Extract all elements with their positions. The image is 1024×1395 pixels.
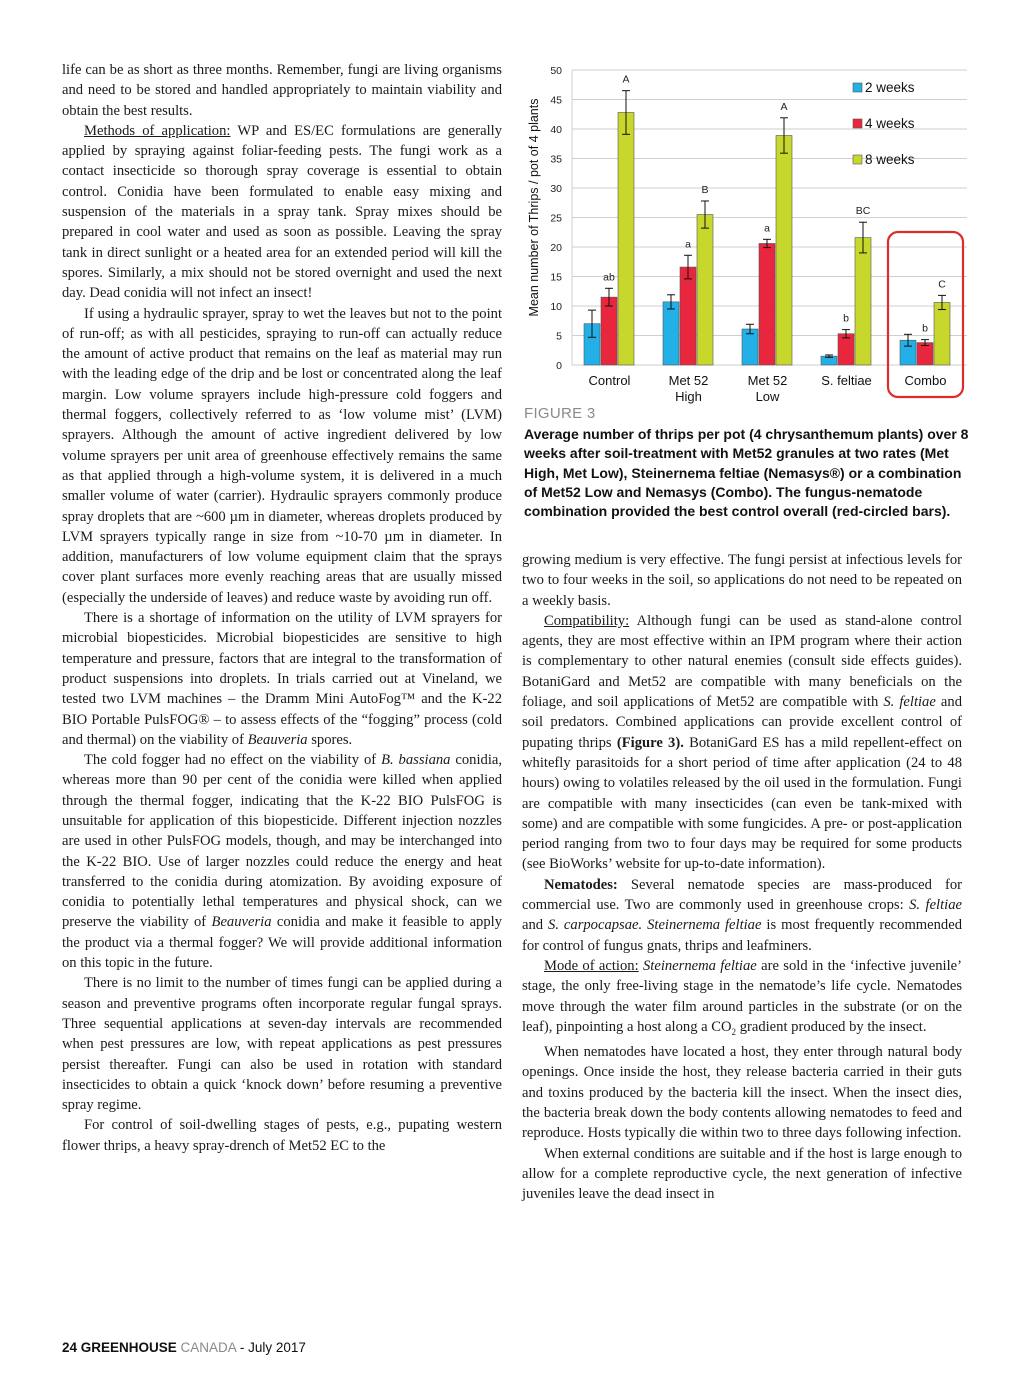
figure-3-chart xyxy=(522,58,972,410)
bar-2-weeks-2 xyxy=(742,329,758,365)
paragraph-text: The cold fogger had no effect on the viability of xyxy=(84,752,382,769)
paragraph: For control of soil-dwelling stages of pests, e.g., pupating western flower thrips, a heavy spray-drench of Met52 EC to the xyxy=(62,1117,502,1154)
bar-chart xyxy=(522,58,972,410)
paragraph xyxy=(522,611,962,875)
significance-letter: A xyxy=(780,100,788,113)
paragraph-text: There is a shortage of information on the utility of LVM sprayers for microbial biopesticides. Microbial biopesticides are sensitive to high temperature and pressure, factors that are integral to the transformation of product suspensions into droplets. In trials carried out at Vineland, we tested two LVM machines – the Dramm Mini AutoFog™ and the K-22 BIO Portable PulsFOG® – to assess effects of the “fogging” process (cold and thermal) on the viability of xyxy=(62,610,502,748)
x-tick-label: Met 52 xyxy=(747,373,788,388)
y-tick-label: 20 xyxy=(550,242,562,254)
subscript: 2 xyxy=(731,1026,737,1037)
y-tick-label: 50 xyxy=(550,65,562,77)
paragraph xyxy=(522,875,962,956)
paragraph-text: Several nematode species are mass-produced for commercial use. Two are commonly used in greenhouse crops: xyxy=(522,876,962,914)
bar-8-weeks-3 xyxy=(855,238,871,365)
legend-label: 2 weeks xyxy=(865,80,915,95)
paragraph-text: and xyxy=(522,917,549,934)
paragraph-text: Although fungi can be used as stand-alone control agents, they are most effective within an IPM program where their action is complementary to other natural enemies (consult side effects guides). BotaniGard and Met52 are compatible with many beneficials on the foliage, and soil applications of Met52 are compatible with xyxy=(522,612,962,711)
paragraph xyxy=(62,121,502,304)
legend-label: 4 weeks xyxy=(865,116,915,131)
paragraph xyxy=(62,750,502,973)
paragraph-text: and soil predators. Combined applications can provide excellent control of pupating thrips xyxy=(522,694,962,751)
paragraph: life can be as short as three months. Remember, fungi are living organisms and need to be stored and handled appropriately to maintain viability and obtain the best results. xyxy=(62,62,502,119)
paragraph-text: WP and ES/EC formulations are generally applied by spraying against foliar-feeding pests. The fungi work as a contact insecticide so thorough spray coverage is essential to obtain control. Conidia have been formulated to enable easy mixing and suspension of the materials in a spray tank. Spray mixes should be prepared in cool water and used as soon as possible. Leaving the spray tank in direct sunlight or a heated area for an extended period will kill the spores. Similarly, a mix should not be stored overnight and used the next day. Dead conidia will not infect an insect! xyxy=(62,122,502,302)
y-tick-label: 10 xyxy=(550,301,562,313)
paragraph-text: spores. xyxy=(307,731,353,748)
legend-swatch xyxy=(853,119,862,128)
paragraph-text: BotaniGard ES has a mild repellent-effect on whitefly parasitoids for a short period of time after application (24 to 48 hours) owing to volatiles released by the oil used in the formulation. Fungi are compatible with many insecticides (can even be tank-mixed with some) and are compatible with some fungicides. A pre- or post-application period ranging from two to four days may be required for some products (see BioWorks’ website for up-to-date information). xyxy=(522,734,962,873)
figure-reference: (Figure 3). xyxy=(616,734,684,751)
significance-letter: b xyxy=(922,322,928,335)
species-name: Steinernema feltiae xyxy=(642,957,757,974)
y-tick-label: 25 xyxy=(550,212,562,225)
y-tick-label: 0 xyxy=(556,360,562,372)
bar-4-weeks-0 xyxy=(601,297,617,365)
paragraph-text: are sold in the ‘infective juvenile’ stage, the only free-living stage in the nematode’s life cycle. Nematodes move through the water film around particles in the substrate (or on the leaf), pinpointing a host along a CO xyxy=(522,957,962,1035)
x-tick-label: Met 52 xyxy=(668,373,709,388)
significance-letter: ab xyxy=(603,271,615,284)
x-tick-label: Low xyxy=(755,389,780,404)
species-name: Beauveria xyxy=(211,914,272,931)
footer-date: - July 2017 xyxy=(236,1340,306,1355)
bar-8-weeks-1 xyxy=(697,215,713,365)
x-tick-label: Combo xyxy=(904,373,947,388)
legend-label: 8 weeks xyxy=(865,152,915,167)
figure-caption: Average number of thrips per pot (4 chrysanthemum plants) over 8 weeks after soil-treatment with Met52 granules at two rates (Met High, Met Low), Steinernema feltiae (Nemasys®) or a combination of Met52 Low and Nemasys (Combo). The fungus-nematode combination provided the best control overall (red-circled bars). xyxy=(524,426,969,520)
species-name: S. feltiae xyxy=(909,897,962,914)
bar-8-weeks-0 xyxy=(618,112,634,365)
paragraph: When external conditions are suitable and if the host is large enough to allow for a complete reproductive cycle, the next generation of infective juveniles leave the dead insect in xyxy=(522,1145,962,1203)
section-heading: Nematodes: xyxy=(544,876,618,893)
paragraph: growing medium is very effective. The fungi persist at infectious levels for two to four weeks in the soil, so applications do not need to be repeated on a weekly basis. xyxy=(522,552,962,609)
significance-letter: A xyxy=(622,73,630,86)
bar-4-weeks-2 xyxy=(759,243,775,365)
significance-letter: a xyxy=(685,238,691,251)
bar-4-weeks-1 xyxy=(680,267,696,365)
significance-letter: C xyxy=(938,278,946,291)
paragraph: There is no limit to the number of times fungi can be applied during a season and preventive programs often incorporate regular fungal sprays. Three sequential applications at seven-day intervals are recommended when pest pressures are low, with repeat applications as pest pressures persist thereafter. Fungi can also be used in rotation with standard insecticides to obtain a quick ‘knock down’ before resuming a preventive spray regime. xyxy=(62,975,502,1114)
species-name: Beauveria xyxy=(247,731,308,748)
x-tick-label: Control xyxy=(588,373,631,388)
bar-8-weeks-2 xyxy=(776,135,792,365)
footer-page-publication: 24 GREENHOUSE xyxy=(62,1340,177,1355)
species-name: S. feltiae xyxy=(883,694,936,711)
bar-2-weeks-1 xyxy=(663,302,679,365)
significance-letter: b xyxy=(843,312,849,325)
paragraph-text: conidia, whereas more than 90 per cent of the conidia were killed when applied through the thermal fogger, indicating that the K-22 BIO PulsFOG is unsuitable for application of this biopesticide. Different injection nozzles are used in other PulsFOG models, though, and may be interchanged into the K-22 BIO. Use of larger nozzles could reduce the energy and heat transferred to the conidia during atomization. By avoiding exposure of conidia to potentially lethal temperatures and physical shock, can we preserve the viability of xyxy=(62,752,503,931)
y-tick-label: 35 xyxy=(550,153,562,166)
paragraph-text: is most frequently recommended for control of fungus gnats, thrips and leafminers. xyxy=(522,917,963,954)
paragraph-text: conidia and make it feasible to apply the product via a thermal fogger? We will provide additional information on this topic in the future. xyxy=(62,914,502,972)
footer-publication-suffix: CANADA xyxy=(176,1340,237,1355)
x-tick-label: High xyxy=(675,389,702,404)
y-axis-label: Mean number of Thrips / pot of 4 plants xyxy=(527,98,541,317)
paragraph: If using a hydraulic sprayer, spray to wet the leaves but not to the point of run-off; as with all pesticides, spraying to run-off can actually reduce the amount of active product that remains on the leaf as material may run with the leading edge of the drip and be lost or concentrated along the leaf margin. Low volume sprayers include high-pressure cold foggers and thermal foggers, collectively referred to as ‘low volume mist’ (LVM) sprayers. Although the amount of active ingredient delivered by low volume sprayers per unit area of greenhouse effectively remains the same as that applied through a high-volume system, it is delivered in a much smaller volume of water (carrier). Hydraulic sprayers commonly produce spray droplets that are ~600 µm in diameter, whereas droplets produced by LVM sprayers typically range in size from ~10-70 µm in diameter. In addition, manufacturers of low volume equipment claim that the sprays cover plant surfaces more evenly reaching areas that are usually missed (especially the underside of leaves) and reduce waste by avoiding run off. xyxy=(62,305,502,606)
significance-letter: BC xyxy=(855,205,871,218)
x-tick-label: S. feltiae xyxy=(821,373,872,388)
paragraph xyxy=(62,608,502,750)
figure-label: FIGURE 3 xyxy=(524,405,596,422)
left-column xyxy=(62,60,502,1156)
legend-swatch xyxy=(853,83,862,92)
section-heading: Mode of action: xyxy=(544,957,639,974)
paragraph-text: gradient produced by the insect. xyxy=(736,1018,927,1035)
y-tick-label: 40 xyxy=(550,124,562,136)
significance-letter: B xyxy=(701,183,709,196)
y-tick-label: 15 xyxy=(550,271,562,284)
species-name: S. carpocapsae. Steinernema feltiae xyxy=(548,917,762,934)
right-column xyxy=(522,550,962,1204)
paragraph xyxy=(522,956,962,1042)
paragraph: When nematodes have located a host, they enter through natural body openings. Once inside the host, they release bacteria carried in their guts and toxins produced by the bacteria kill the insect. When the insect dies, the bacteria break down the body contents allowing nematodes to feed and reproduce. Hosts typically die within two to three days following infection. xyxy=(522,1044,962,1142)
y-tick-label: 45 xyxy=(550,94,562,107)
section-heading: Compatibility: xyxy=(544,612,630,629)
significance-letter: a xyxy=(764,222,770,235)
y-tick-label: 30 xyxy=(550,183,562,195)
bar-8-weeks-4 xyxy=(934,302,950,365)
species-name: B. bassiana xyxy=(381,752,451,769)
legend-swatch xyxy=(853,155,862,164)
page-footer xyxy=(62,1340,306,1355)
y-tick-label: 5 xyxy=(556,330,562,343)
section-heading: Methods of application: xyxy=(84,122,231,139)
bar-4-weeks-3 xyxy=(838,334,854,365)
